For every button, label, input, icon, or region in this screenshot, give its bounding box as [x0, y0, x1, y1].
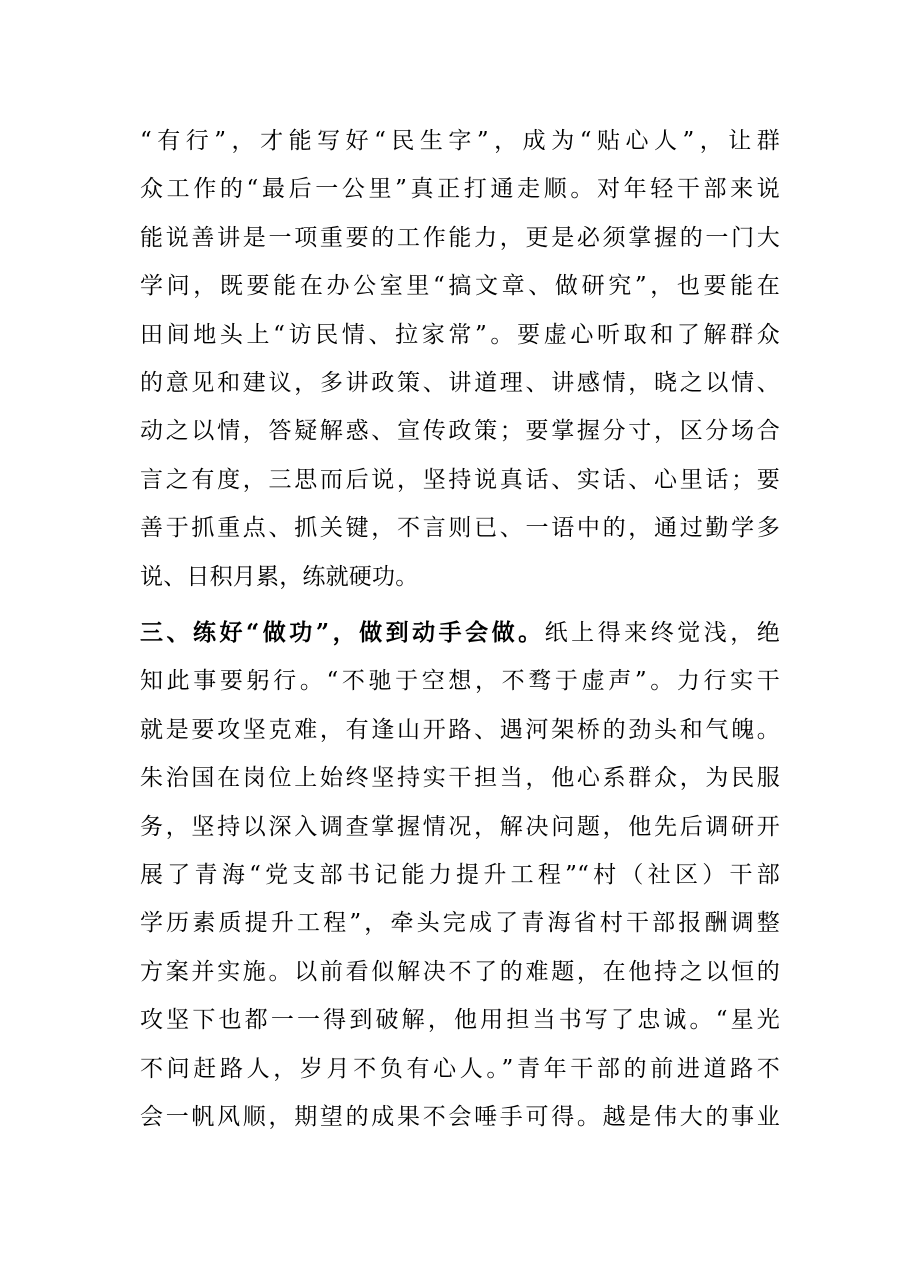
paragraph-1 — [140, 117, 780, 601]
paragraph-1-line: 言之有度，三思而后说，坚持说真话、实话、心里话；要 — [140, 466, 780, 493]
section-heading: 三、练好“做功”，做到动手会做。 — [140, 619, 545, 646]
paragraph-1-line: 众工作的“最后一公里”真正打通走顺。对年轻干部来说 — [140, 176, 780, 203]
paragraph-1-line: 的意见和建议，多讲政策、讲道理、讲感情，晓之以情、 — [140, 369, 780, 396]
paragraph-1-line: 学问，既要能在办公室里“搞文章、做研究”，也要能在 — [140, 273, 780, 300]
paragraph-2-line: 务，坚持以深入调查掌握情况，解决问题，他先后调研开 — [140, 813, 780, 840]
paragraph-2-line: 攻坚下也都一一得到破解，他用担当书写了忠诚。“星光 — [140, 1007, 780, 1034]
paragraph-2-line: 方案并实施。以前看似解决不了的难题，在他持之以恒的 — [140, 958, 780, 985]
paragraph-2-line: 知此事要躬行。“不驰于空想，不骛于虚声”。力行实干 — [140, 668, 780, 695]
paragraph-2-first-line — [140, 609, 780, 657]
paragraph-2-first-line-rest: 纸上得来终觉浅，绝 — [544, 620, 780, 646]
paragraph-2-line: 不问赶路人，岁月不负有心人。”青年干部的前进道路不 — [140, 1055, 780, 1082]
paragraph-1-line: 田间地头上“访民情、拉家常”。要虚心听取和了解群众 — [140, 321, 780, 348]
paragraph-1-line: 说、日积月累，练就硬功。 — [140, 563, 419, 590]
paragraph-2-line: 就是要攻坚克难，有逢山开路、遇河架桥的劲头和气魄。 — [140, 716, 780, 743]
paragraph-2-line: 展了青海“党支部书记能力提升工程”“村（社区）干部 — [140, 861, 780, 888]
paragraph-2-line: 朱治国在岗位上始终坚持实干担当，他心系群众，为民服 — [140, 765, 780, 792]
paragraph-2-line: 学历素质提升工程”，牵头完成了青海省村干部报酬调整 — [140, 910, 780, 937]
paragraph-2 — [140, 609, 780, 1141]
paragraph-1-line: 善于抓重点、抓关键，不言则已、一语中的，通过勤学多 — [140, 515, 780, 542]
paragraph-1-line: “有行”，才能写好“民生字”，成为“贴心人”，让群 — [140, 128, 780, 154]
paragraph-1-line: 动之以情，答疑解惑、宣传政策；要掌握分寸，区分场合 — [140, 418, 780, 445]
paragraph-1-line: 能说善讲是一项重要的工作能力，更是必须掌握的一门大 — [140, 224, 780, 251]
paragraph-2-line: 会一帆风顺，期望的成果不会唾手可得。越是伟大的事业 — [140, 1103, 780, 1130]
